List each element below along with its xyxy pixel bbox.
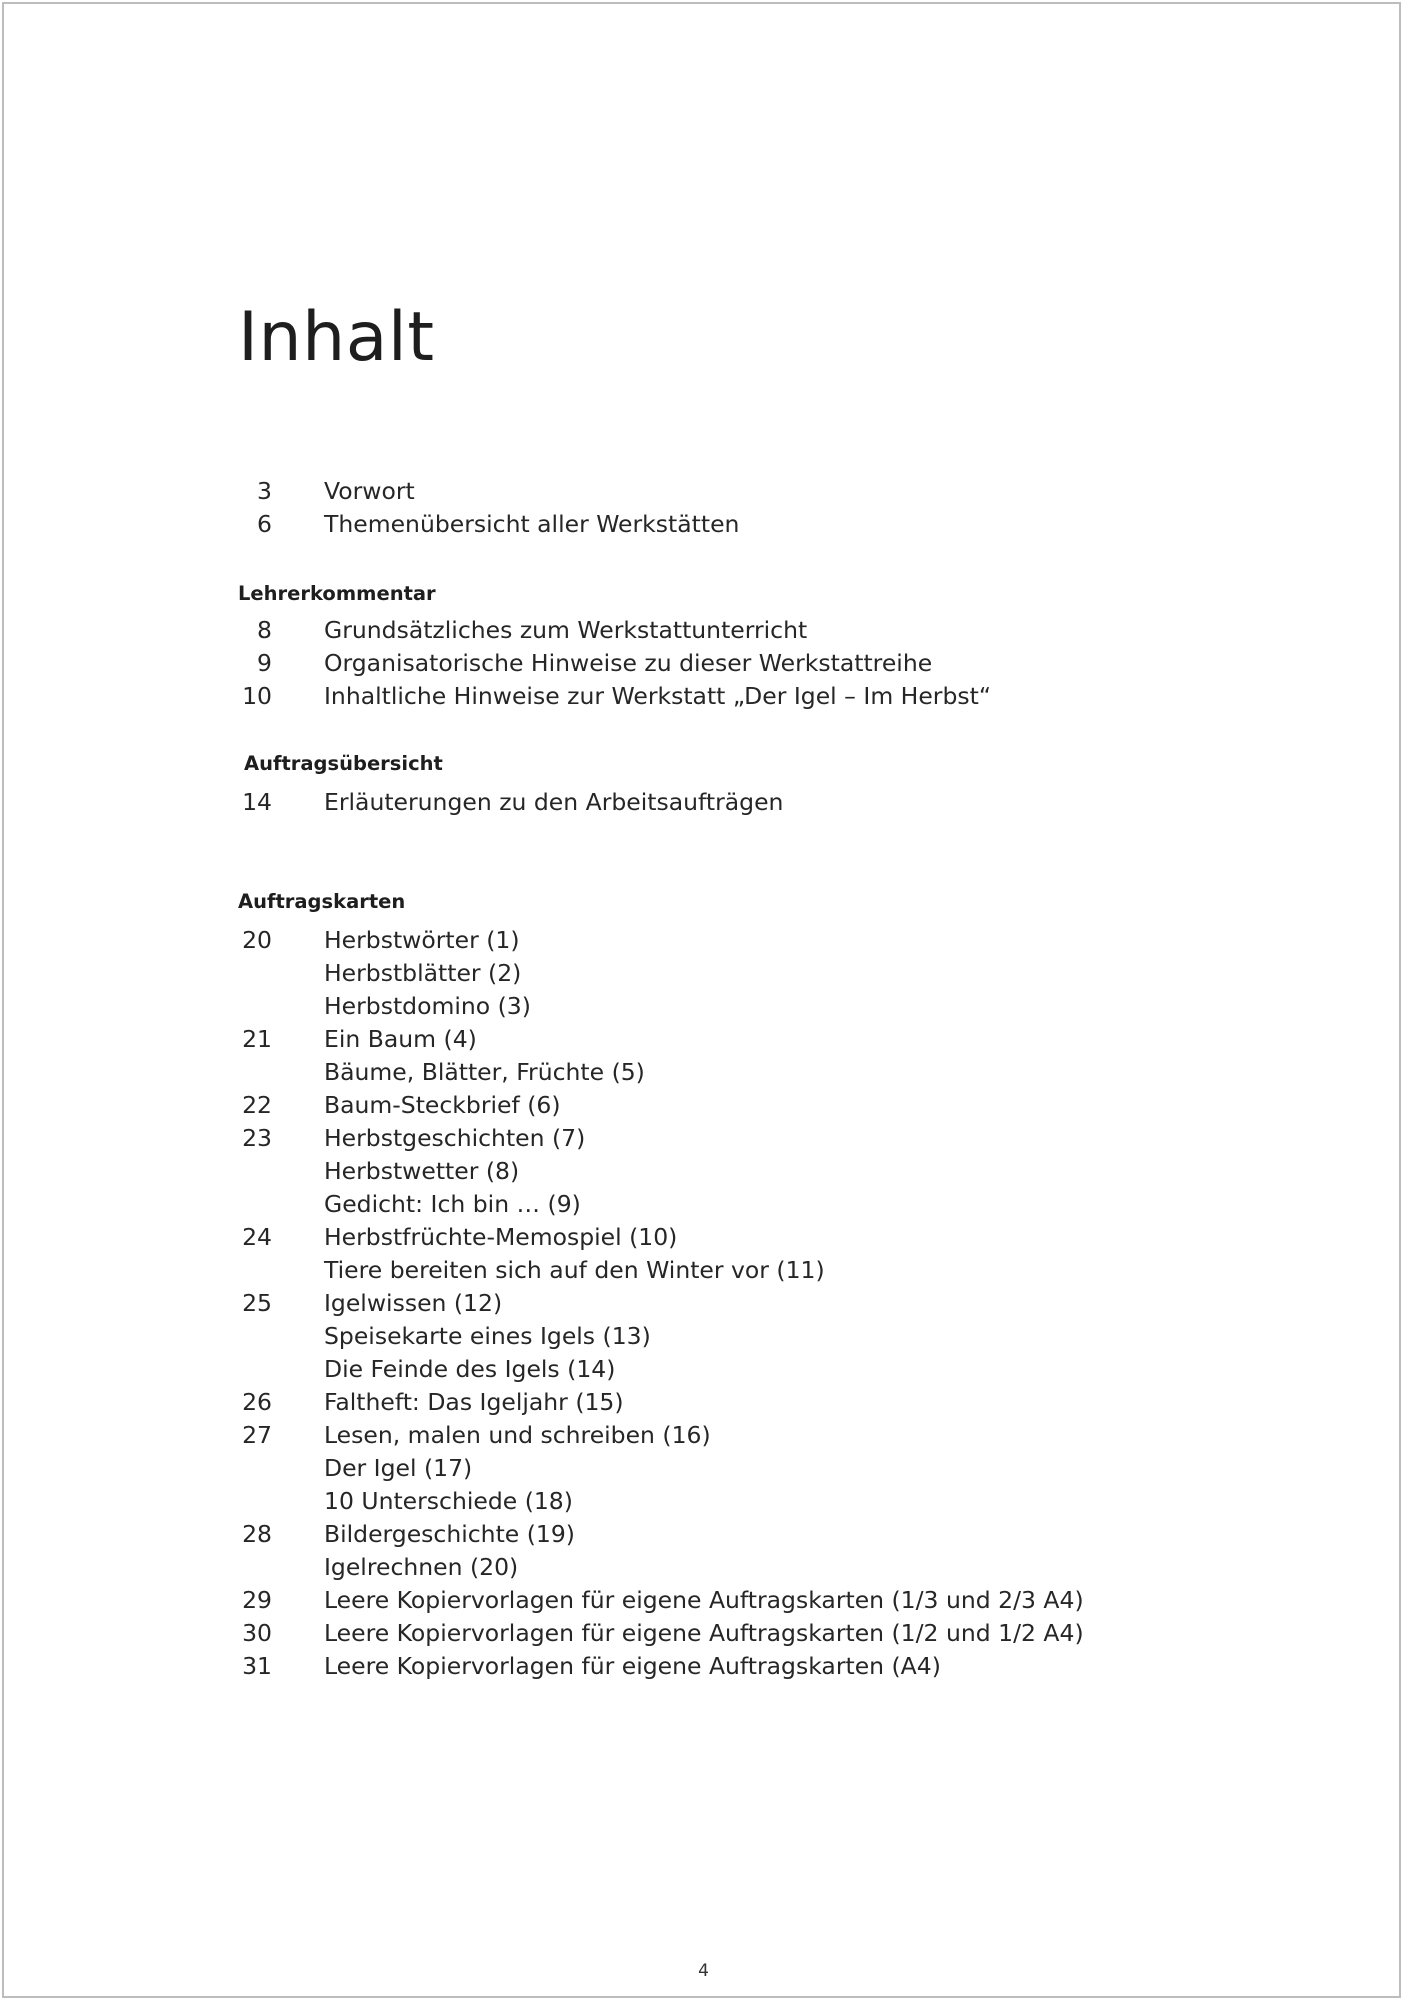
- toc-entry-text: Baum-Steckbrief (6): [324, 1091, 561, 1119]
- toc-entry: [4, 990, 1304, 1023]
- toc-page-number: 24: [242, 1223, 272, 1251]
- toc-entry-text: Faltheft: Das Igeljahr (15): [324, 1388, 624, 1416]
- toc-entry: [4, 1122, 1304, 1155]
- toc-entry-text: Der Igel (17): [324, 1454, 473, 1482]
- toc-entry-text: Ein Baum (4): [324, 1025, 477, 1053]
- toc-entry: [4, 1485, 1304, 1518]
- section-heading-lehrerkommentar: Lehrerkommentar: [238, 582, 436, 605]
- toc-entry-text: Herbstfrüchte-Memospiel (10): [324, 1223, 678, 1251]
- toc-page-number: 22: [242, 1091, 272, 1119]
- toc-entry: [4, 1188, 1304, 1221]
- toc-page-number: 3: [257, 477, 272, 505]
- toc-entry-text: Herbstdomino (3): [324, 992, 531, 1020]
- toc-entry-text: Herbstblätter (2): [324, 959, 522, 987]
- toc-entry-text: Inhaltliche Hinweise zur Werkstatt „Der Igel – Im Herbst“: [324, 682, 992, 710]
- toc-page-number: 31: [242, 1652, 272, 1680]
- toc-entry: [4, 1254, 1304, 1287]
- toc-entry: [4, 924, 1304, 957]
- toc-entry: [4, 508, 1304, 541]
- toc-entry-text: Themenübersicht aller Werkstätten: [324, 510, 740, 538]
- toc-entry: [4, 1353, 1304, 1386]
- toc-page-number: 9: [257, 649, 272, 677]
- toc-entry: [4, 475, 1304, 508]
- toc-entry-text: Herbstgeschichten (7): [324, 1124, 586, 1152]
- toc-entry: [4, 1221, 1304, 1254]
- toc-page-number: 6: [257, 510, 272, 538]
- toc-entry: [4, 614, 1304, 647]
- toc-page-number: 25: [242, 1289, 272, 1317]
- toc-entry: [4, 786, 1304, 819]
- toc-entry: [4, 647, 1304, 680]
- toc-entry: [4, 1056, 1304, 1089]
- toc-page-number: 26: [242, 1388, 272, 1416]
- toc-entry-text: Vorwort: [324, 477, 415, 505]
- toc-entry: [4, 1419, 1304, 1452]
- toc-entry-text: Die Feinde des Igels (14): [324, 1355, 616, 1383]
- toc-entry-text: Leere Kopiervorlagen für eigene Auftragskarten (A4): [324, 1652, 941, 1680]
- toc-entry: [4, 1617, 1304, 1650]
- page-number: 4: [698, 1961, 709, 1981]
- toc-entry-text: Leere Kopiervorlagen für eigene Auftragskarten (1/3 und 2/3 A4): [324, 1586, 1084, 1614]
- toc-page-number: 20: [242, 926, 272, 954]
- toc-entry-text: Grundsätzliches zum Werkstattunterricht: [324, 616, 808, 644]
- toc-entry: [4, 1287, 1304, 1320]
- toc-entry: [4, 1023, 1304, 1056]
- toc-entry-text: Gedicht: Ich bin … (9): [324, 1190, 581, 1218]
- toc-entry: [4, 1452, 1304, 1485]
- toc-entry-text: Herbstwetter (8): [324, 1157, 520, 1185]
- toc-entry: [4, 1584, 1304, 1617]
- toc-entry-text: Organisatorische Hinweise zu dieser Werkstattreihe: [324, 649, 933, 677]
- toc-page-number: 28: [242, 1520, 272, 1548]
- toc-entry-text: Lesen, malen und schreiben (16): [324, 1421, 711, 1449]
- toc-entry-text: Speisekarte eines Igels (13): [324, 1322, 651, 1350]
- section-heading-auftragskarten: Auftragskarten: [238, 890, 406, 913]
- toc-entry: [4, 680, 1304, 713]
- toc-entry-text: Bäume, Blätter, Früchte (5): [324, 1058, 645, 1086]
- toc-page-number: 29: [242, 1586, 272, 1614]
- toc-entry: [4, 957, 1304, 990]
- toc-page-number: 21: [242, 1025, 272, 1053]
- toc-page-number: 10: [242, 682, 272, 710]
- toc-page-number: 14: [242, 788, 272, 816]
- toc-entry-text: Igelwissen (12): [324, 1289, 503, 1317]
- document-page: [2, 2, 1401, 1998]
- section-heading-auftragsuebersicht: Auftragsübersicht: [244, 752, 443, 775]
- toc-entry-text: Erläuterungen zu den Arbeitsaufträgen: [324, 788, 784, 816]
- toc-entry: [4, 1650, 1304, 1683]
- toc-entry: [4, 1386, 1304, 1419]
- toc-page-number: 27: [242, 1421, 272, 1449]
- toc-entry: [4, 1155, 1304, 1188]
- page-title: Inhalt: [238, 298, 435, 377]
- toc-entry: [4, 1089, 1304, 1122]
- toc-entry-text: Herbstwörter (1): [324, 926, 520, 954]
- toc-entry-text: Tiere bereiten sich auf den Winter vor (11): [324, 1256, 825, 1284]
- toc-entry: [4, 1551, 1304, 1584]
- toc-entry: [4, 1518, 1304, 1551]
- toc-entry-text: Leere Kopiervorlagen für eigene Auftragskarten (1/2 und 1/2 A4): [324, 1619, 1084, 1647]
- toc-entry-text: Igelrechnen (20): [324, 1553, 519, 1581]
- toc-entry: [4, 1320, 1304, 1353]
- toc-entry-text: 10 Unterschiede (18): [324, 1487, 573, 1515]
- toc-entry-text: Bildergeschichte (19): [324, 1520, 575, 1548]
- toc-page-number: 30: [242, 1619, 272, 1647]
- toc-page-number: 8: [257, 616, 272, 644]
- toc-page-number: 23: [242, 1124, 272, 1152]
